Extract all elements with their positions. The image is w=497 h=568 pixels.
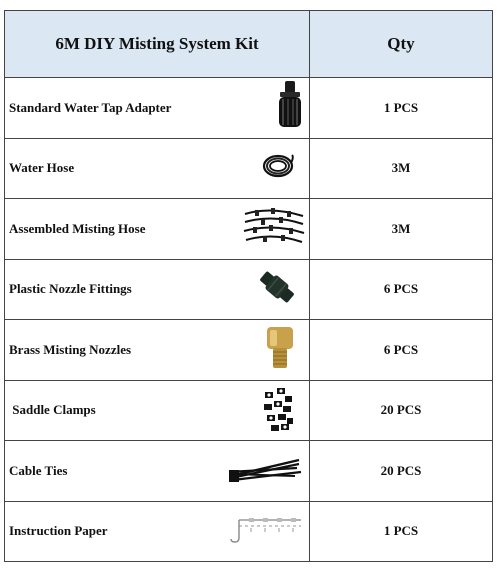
qty-cell: 3M — [310, 199, 493, 260]
table-row — [5, 501, 493, 562]
qty-cell: 3M — [310, 138, 493, 199]
item-name: Instruction Paper — [9, 523, 108, 539]
table-row — [5, 259, 493, 320]
table-row — [5, 320, 493, 381]
table-row — [5, 380, 493, 441]
table-row — [5, 441, 493, 502]
qty-cell: 20 PCS — [310, 441, 493, 502]
saddle-clamps-icon — [261, 384, 295, 436]
item-cell — [5, 78, 310, 139]
qty-cell: 1 PCS — [310, 78, 493, 139]
item-name: Plastic Nozzle Fittings — [9, 281, 132, 297]
brass-nozzle-icon — [265, 325, 295, 375]
qty-cell: 20 PCS — [310, 380, 493, 441]
header-item: 6M DIY Misting System Kit — [5, 11, 310, 78]
item-name: Standard Water Tap Adapter — [9, 99, 172, 115]
misting-hose-icon — [241, 204, 307, 254]
instruction-paper-icon — [229, 512, 305, 550]
item-cell — [5, 199, 310, 260]
tap-adapter-icon — [277, 81, 303, 135]
kit-contents-table — [4, 10, 493, 562]
item-cell — [5, 441, 310, 502]
qty-cell: 6 PCS — [310, 320, 493, 381]
cable-ties-icon — [227, 454, 303, 488]
table-row — [5, 78, 493, 139]
header-qty: Qty — [310, 11, 493, 78]
hose-coil-icon — [261, 153, 295, 183]
table-header-row — [5, 11, 493, 78]
item-cell — [5, 138, 310, 199]
table-row — [5, 138, 493, 199]
item-cell — [5, 259, 310, 320]
item-cell — [5, 320, 310, 381]
item-name: Saddle Clamps — [9, 402, 96, 418]
item-name: Assembled Misting Hose — [9, 220, 146, 236]
nozzle-fitting-icon — [257, 267, 297, 311]
item-name: Brass Misting Nozzles — [9, 341, 132, 357]
qty-cell: 6 PCS — [310, 259, 493, 320]
item-name: Water Hose — [9, 160, 75, 176]
item-name: Cable Ties — [9, 462, 68, 478]
table-row — [5, 199, 493, 260]
qty-cell: 1 PCS — [310, 501, 493, 562]
item-cell — [5, 380, 310, 441]
item-cell — [5, 501, 310, 562]
